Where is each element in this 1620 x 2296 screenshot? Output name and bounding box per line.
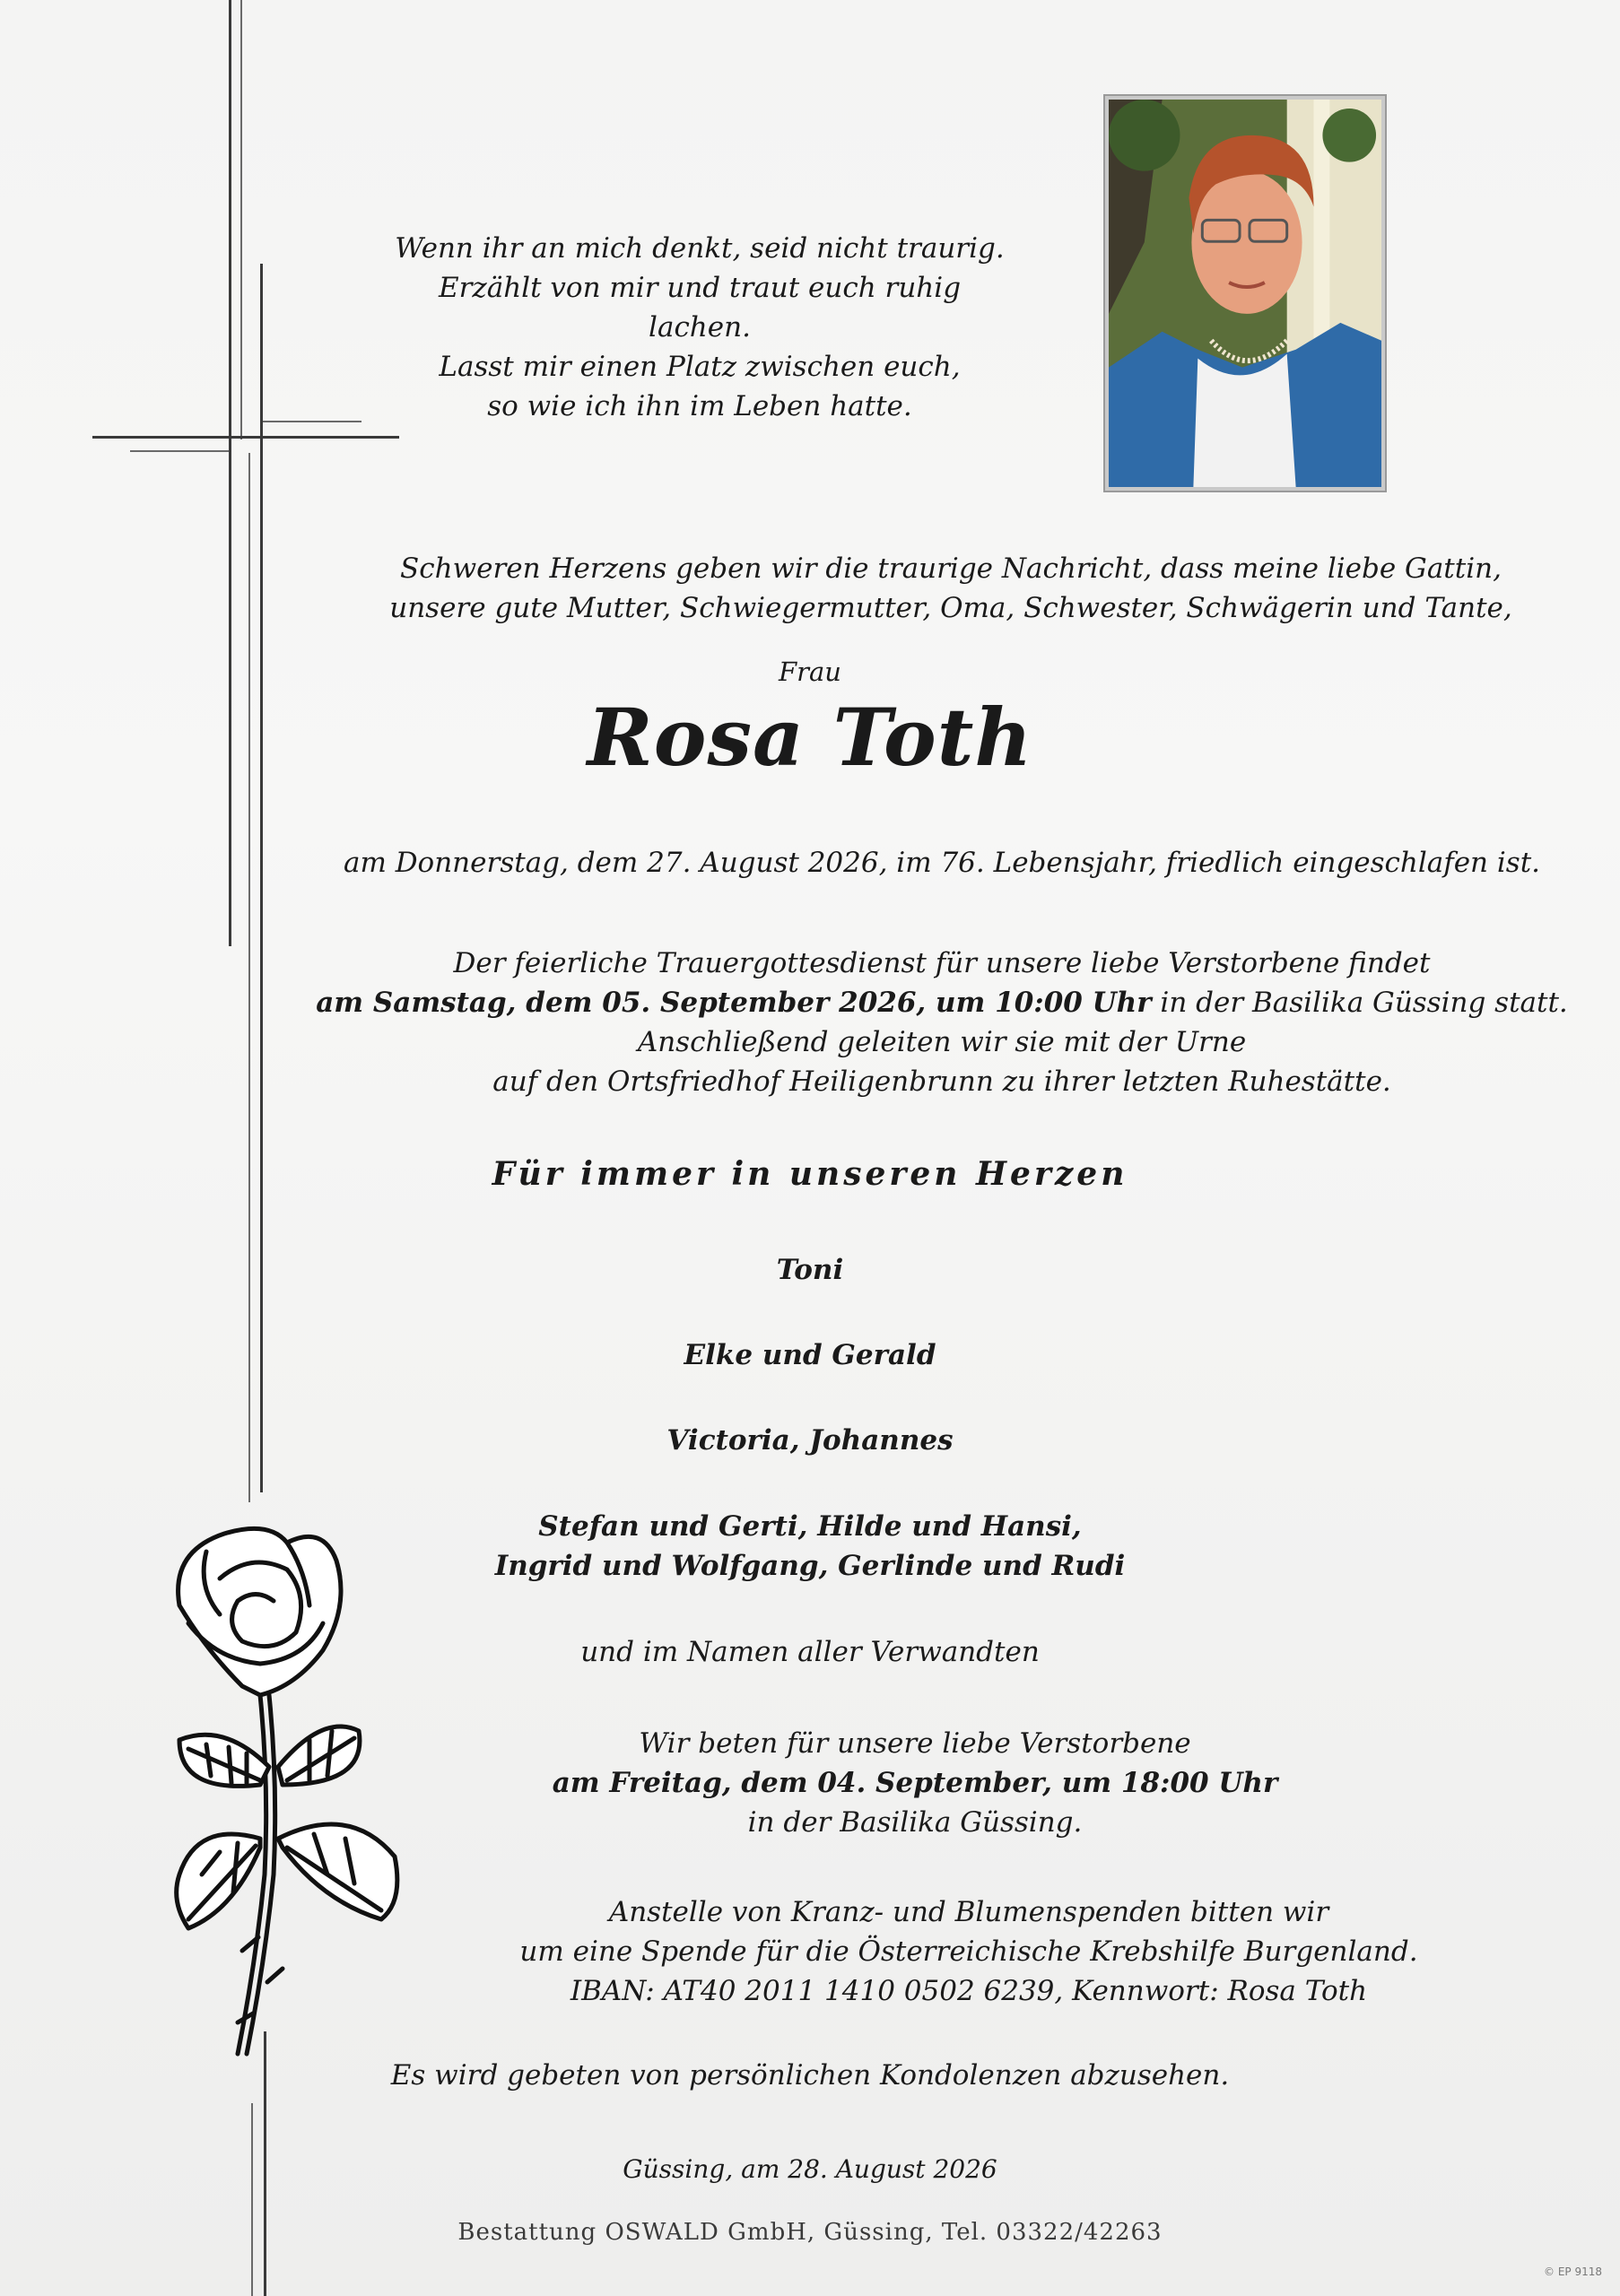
cross-horizontal-shadow-right xyxy=(261,421,361,422)
service-line: auf den Ortsfriedhof Heiligenbrunn zu ihrer letzten Ruhestätte. xyxy=(492,1065,1391,1098)
service-datetime: am Samstag, dem 05. September 2026, um 10:00 Uhr xyxy=(316,987,1152,1019)
donation-line: IBAN: AT40 2011 1410 0502 6239, Kennwort: Rosa Toth xyxy=(570,1975,1368,2007)
title-prefix: Frau xyxy=(779,657,841,687)
family-name: Elke und Gerald xyxy=(684,1339,936,1371)
deceased-name: Rosa Toth xyxy=(587,691,1033,784)
family-name: Ingrid und Wolfgang, Gerlinde und Rudi xyxy=(494,1550,1126,1582)
service-line-datetime xyxy=(287,983,1597,1022)
funeral-home: Bestattung OSWALD GmbH, Güssing, Tel. 03322/42263 xyxy=(457,2219,1163,2246)
prayer-line: Wir beten für unsere liebe Verstorbene xyxy=(639,1727,1191,1760)
condolences-note: Es wird gebeten von persönlichen Kondolenzen abzusehen. xyxy=(390,2059,1230,2092)
donation-line: Anstelle von Kranz- und Blumenspenden bitten wir xyxy=(608,1896,1329,1928)
poem-line: Lasst mir einen Platz zwischen euch, xyxy=(439,351,961,383)
announcement-intro xyxy=(341,549,1561,628)
death-statement: am Donnerstag, dem 27. August 2026, im 76. Lebensjahr, friedlich eingeschlafen ist. xyxy=(343,847,1541,879)
intro-line: unsere gute Mutter, Schwiegermutter, Oma, Schwester, Schwägerin und Tante, xyxy=(389,592,1512,624)
service-line: Anschließend geleiten wir sie mit der Urne xyxy=(637,1026,1247,1058)
cross-horizontal xyxy=(92,436,399,439)
family-name: Toni xyxy=(776,1254,844,1286)
poem-line: Wenn ihr an mich denkt, seid nicht traurig. xyxy=(395,232,1005,265)
cross-vertical-left xyxy=(229,0,231,946)
donation-request xyxy=(341,1892,1597,2011)
place-date: Güssing, am 28. August 2026 xyxy=(623,2154,997,2184)
relatives-line: und im Namen aller Verwandten xyxy=(580,1636,1040,1668)
cross-vertical-right xyxy=(260,264,263,1492)
funeral-service-info xyxy=(287,944,1597,1101)
donation-line: um eine Spende für die Österreichische Krebshilfe Burgenland. xyxy=(519,1935,1418,1968)
poem xyxy=(395,229,1005,426)
intro-line: Schweren Herzens geben wir die traurige Nachricht, dass meine liebe Gattin, xyxy=(400,552,1502,585)
family-name: Victoria, Johannes xyxy=(666,1424,954,1457)
family-name: Stefan und Gerti, Hilde und Hansi, xyxy=(538,1510,1082,1543)
poem-line: so wie ich ihn im Leben hatte. xyxy=(487,390,912,422)
print-code: © EP 9118 xyxy=(1544,2266,1602,2278)
cross-horizontal-shadow xyxy=(130,450,229,452)
service-location: in der Basilika Güssing statt. xyxy=(1151,987,1568,1019)
forever-in-hearts: Für immer in unseren Herzen xyxy=(492,1155,1128,1193)
prayer-line: in der Basilika Güssing. xyxy=(747,1806,1083,1839)
prayer-datetime-text: am Freitag, dem 04. September, um 18:00 Uhr xyxy=(552,1767,1278,1799)
poem-line: Erzählt von mir und traut euch ruhig lachen. xyxy=(438,272,962,344)
prayer-datetime xyxy=(377,1763,1453,1803)
service-line: Der feierliche Trauergottesdienst für unsere liebe Verstorbene findet xyxy=(453,947,1431,979)
cross-vertical-bottom-shadow xyxy=(251,2103,253,2296)
portrait-photo xyxy=(1103,94,1387,492)
prayer-info xyxy=(377,1724,1453,1842)
cross-vertical-left-shadow xyxy=(240,0,242,439)
